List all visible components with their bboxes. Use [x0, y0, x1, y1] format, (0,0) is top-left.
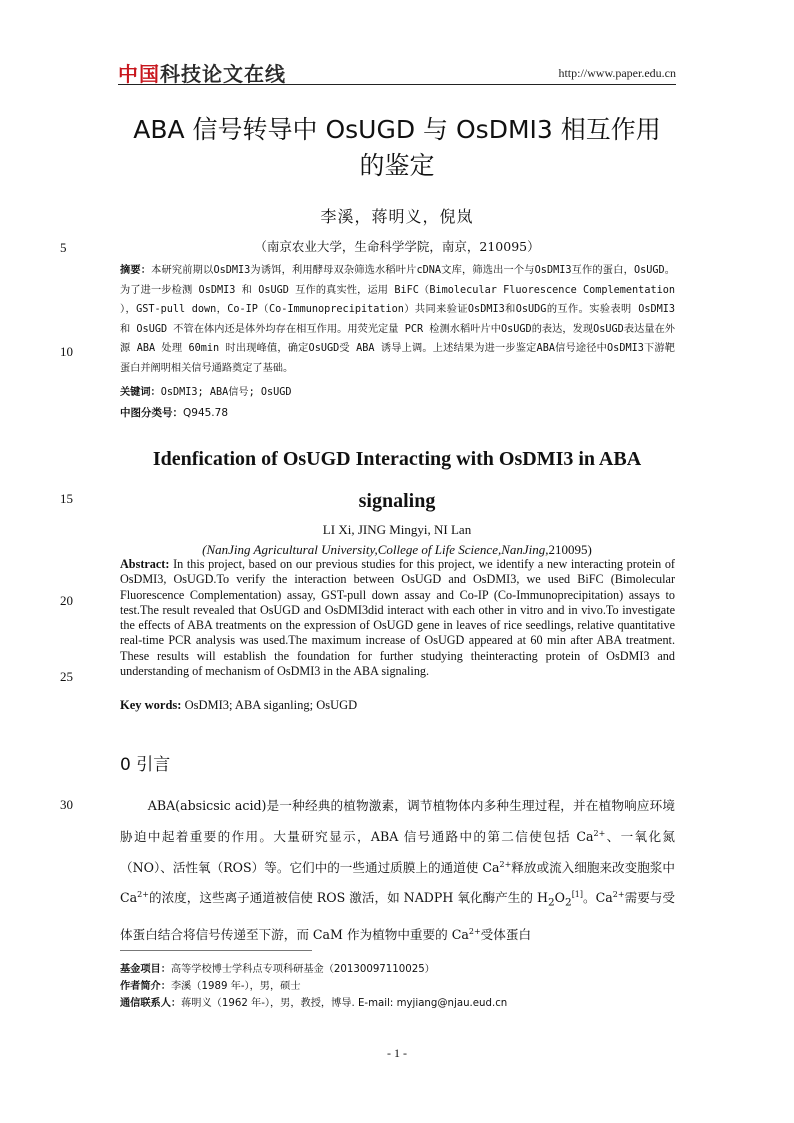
journal-logo: 中国科技论文在线	[118, 62, 286, 86]
footnote-contact: 通信联系人：蒋明义（1962 年-），男，教授，博导. E-mail: myjiang@njau.eud.cn	[120, 998, 508, 1010]
abstract-en-label: Abstract:	[120, 557, 170, 571]
header-url[interactable]: http://www.paper.edu.cn	[558, 66, 676, 80]
title-cn-line1: ABA 信号转导中 OsUGD 与 OsDMI3 相互作用	[133, 115, 661, 144]
line-number: 5	[60, 240, 67, 255]
abstract-cn-label: 摘要：	[120, 265, 152, 276]
body-paragraph	[120, 792, 675, 949]
abstract-en	[120, 557, 675, 679]
line-number: 25	[60, 669, 73, 684]
authors-en: LI Xi, JING Mingyi, NI Lan	[322, 522, 472, 537]
abstract-cn-text: 本研究前期以OsDMI3为诱饵，利用酵母双杂筛选水稻叶片cDNA文库，筛选出一个与OsDMI3互作的蛋白，OsUGD。为了进一步检测 OsDMI3 和 OsUGD 互作的真实性，运用 BiFC（Bimolecular Fluorescence Complementation ），GST-pull down，Co-IP（Co-Immunoprecipitation）共同来验证OsDMI3和OsUDG的互作。实验表明 OsDMI3 和 OsUGD 不管在体内还是体外均存在相互作用。用荧光定量 PCR 检测水稻叶片中OsUGD的表达，发现OsUGD表达量在外源 ABA 处理 60min 时出现峰值，确定OsUGD受 ABA 诱导上调。上述结果为进一步鉴定ABA信号途径中OsDMI3下游靶蛋白并阐明相关信号通路奠定了基础。	[120, 265, 675, 374]
title-cn-line2: 的鉴定	[359, 151, 435, 180]
footnote-author: 作者简介：李溪（1989 年-），男，硕士	[120, 981, 301, 993]
title-cn	[118, 112, 676, 184]
authors-cn: 李溪，蒋明义，倪岚	[320, 207, 474, 226]
abstract-en-text: In this project, based on our previous studies for this project, we identify a new interacting protein of OsDMI3, OsUGD.To verify the interaction between OsUGD and OsDMI3, we used BiFC (Bimolecular Fluorescence Complementation) assay, GST-pull down assay and Co-IP (Co-Immunoprecipitation) assays to test.The result revealed that OsUGD and OsDMI3did interact with each other in vitro and in vivo.To investigate the effects of ABA treatments on the expression of OsUGD gene in leaves of rice seedlings, relative quantitative real-time PCR analysis was used.The maximum increase of OsUGD appeared at 60 min after ABA treatment. These results will establish the foundation for further studying theinteracting protein of OsDMI3 and understanding of mechanism of OsDMI3 in the ABA signaling.	[120, 557, 675, 679]
title-en-line2: signaling	[358, 490, 436, 512]
affiliation-en: (NanJing Agricultural University,College of Life Science,NanJing,210095)	[202, 542, 592, 557]
header-rule	[118, 84, 676, 85]
classification-cn: 中图分类号：Q945.78	[120, 407, 229, 419]
title-en	[118, 438, 676, 522]
page-number: - 1 -	[387, 1046, 407, 1060]
title-en-line1: Idenfication of OsUGD Interacting with OsDMI3 in ABA	[152, 448, 642, 470]
line-number: 15	[60, 491, 73, 506]
line-number: 30	[60, 797, 73, 812]
footnote-funding: 基金项目：高等学校博士学科点专项科研基金（20130097110025）	[120, 964, 435, 975]
abstract-cn	[120, 261, 675, 379]
keywords-en: Key words: OsDMI3; ABA siganling; OsUGD	[120, 698, 358, 712]
intro-paragraph: ABA(absicsic acid)是一种经典的植物激素，调节植物体内多种生理过程，并在植物响应环境胁迫中起着重要的作用。大量研究显示，ABA 信号通路中的第二信使包括 $Ca^{2+}$、一氧化氮（NO）、活性氧（ROS）等。它们中的一些通过质膜上的通道使 $Ca^{2+}$释放或流入细胞来改变胞浆中 $Ca^{2+}$的浓度，这些离子通道被信使 ROS 激活，如 NADPH 氧化酶产生的 $H_2O_2[1]$。$Ca^{2+}$需要与受体蛋白结合将信号传递至下游，而 CaM 作为植物中重要的 $Ca^{2+}$受体蛋白	[120, 798, 676, 943]
section-heading-introduction: 0 引言	[120, 755, 171, 775]
footnote-rule	[120, 950, 312, 951]
keywords-cn: 关键词：OsDMI3; ABA信号; OsUGD	[120, 387, 292, 398]
affiliation-cn: （南京农业大学，生命科学学院，南京，210095）	[254, 239, 540, 254]
citation-ref[interactable]: [1]	[571, 890, 584, 900]
footnotes	[120, 961, 507, 1013]
line-number: 20	[60, 593, 73, 608]
line-number: 10	[60, 344, 73, 359]
